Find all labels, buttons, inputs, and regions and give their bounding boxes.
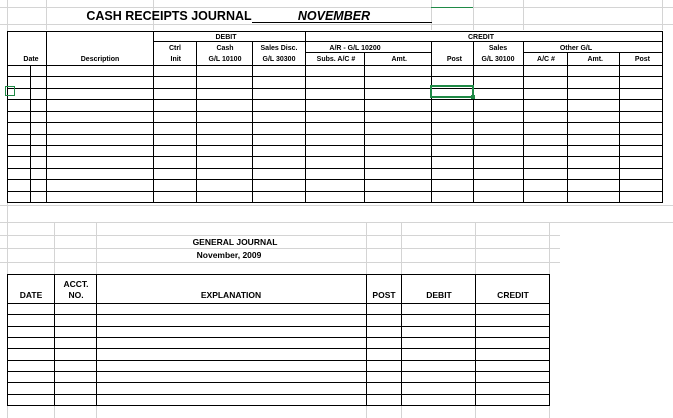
entry-row-line [7,122,663,123]
gj-col-credit: CREDIT [497,290,529,300]
cell-highlight-edge [431,7,473,8]
gj-col-no: NO. [68,290,84,300]
header-bottom-rule [7,65,663,66]
entry-column-line [252,65,253,202]
gj-col-debit: DEBIT [426,290,452,300]
col-subs-ac: Subs. A/C # [316,56,356,63]
entry-row-line [7,168,663,169]
col-sales-disc-gl: G/L 30300 [262,56,296,63]
col-other-post: Post [634,56,650,63]
gj-entry-row-line [7,326,550,327]
gj-entry-row-line [7,360,550,361]
other-gl-group-label: Other G/L [559,45,593,52]
gj-column-line [54,274,55,405]
general-journal-title: GENERAL JOURNAL [192,237,278,247]
entry-row-line [7,179,663,180]
col-cash: Cash [216,45,234,52]
gj-column-line [366,274,367,405]
gj-entry-row-line [7,405,550,406]
gj-column-line [96,274,97,405]
group-rule [153,41,663,42]
entry-row-line [7,145,663,146]
fill-handle[interactable] [471,95,475,99]
entry-row-line [7,76,663,77]
entry-row-line [7,156,663,157]
col-cash-gl: G/L 10100 [208,56,242,63]
col-sales-disc: Sales Disc. [260,45,298,52]
entry-column-line [364,65,365,202]
col-date: Date [23,56,39,63]
entry-row-line [7,202,663,203]
entry-column-line [196,65,197,202]
general-journal-date: November, 2009 [196,250,262,260]
entry-column-line [30,65,31,202]
gj-entry-row-line [7,371,550,372]
col-init: Init [170,56,181,63]
col-sales-gl: G/L 30100 [481,56,515,63]
gj-col-post: POST [372,290,396,300]
entry-column-line [153,65,154,202]
cash-receipts-title: CASH RECEIPTS JOURNAL [86,9,252,23]
entry-row-line [7,99,663,100]
ar-rule [305,52,431,53]
month-label: NOVEMBER [297,9,371,23]
credit-group-label: CREDIT [467,34,495,41]
entry-row-line [7,191,663,192]
gj-entry-row-line [7,382,550,383]
gj-column-line [549,274,550,405]
entry-column-line [46,65,47,202]
entry-column-line [305,65,306,202]
col-sales: Sales [488,45,508,52]
entry-row-line [7,134,663,135]
gj-entry-row-line [7,337,550,338]
entry-column-line [567,65,568,202]
entry-row-line [7,88,663,89]
gj-column-line [7,274,8,405]
ar-group-label: A/R - G/L 10200 [329,45,381,52]
header-top-rule [7,31,663,32]
debit-group-label: DEBIT [215,34,237,41]
gj-col-acct: ACCT. [63,279,89,289]
gj-header-bottom-rule [7,303,550,304]
gj-entry-row-line [7,394,550,395]
selected-cell[interactable] [430,85,474,98]
gj-header-top-rule [7,274,550,275]
gj-col-explanation: EXPLANATION [200,290,262,300]
col-other-ac: A/C # [537,56,555,63]
gj-column-line [475,274,476,405]
gj-entry-row-line [7,314,550,315]
col-ctrl: Ctrl [168,45,181,52]
col-ar-amt: Amt. [391,56,407,63]
col-description: Description [80,56,120,63]
month-underline [252,22,432,23]
entry-row-line [7,111,663,112]
gj-column-line [401,274,402,405]
entry-column-line [662,65,663,202]
entry-column-line [523,65,524,202]
gj-col-date: DATE [19,290,43,300]
other-rule [523,52,663,53]
entry-column-line [619,65,620,202]
col-other-amt: Amt. [587,56,603,63]
gj-entry-row-line [7,348,550,349]
row-selection-marker [5,86,15,96]
col-post: Post [446,56,462,63]
